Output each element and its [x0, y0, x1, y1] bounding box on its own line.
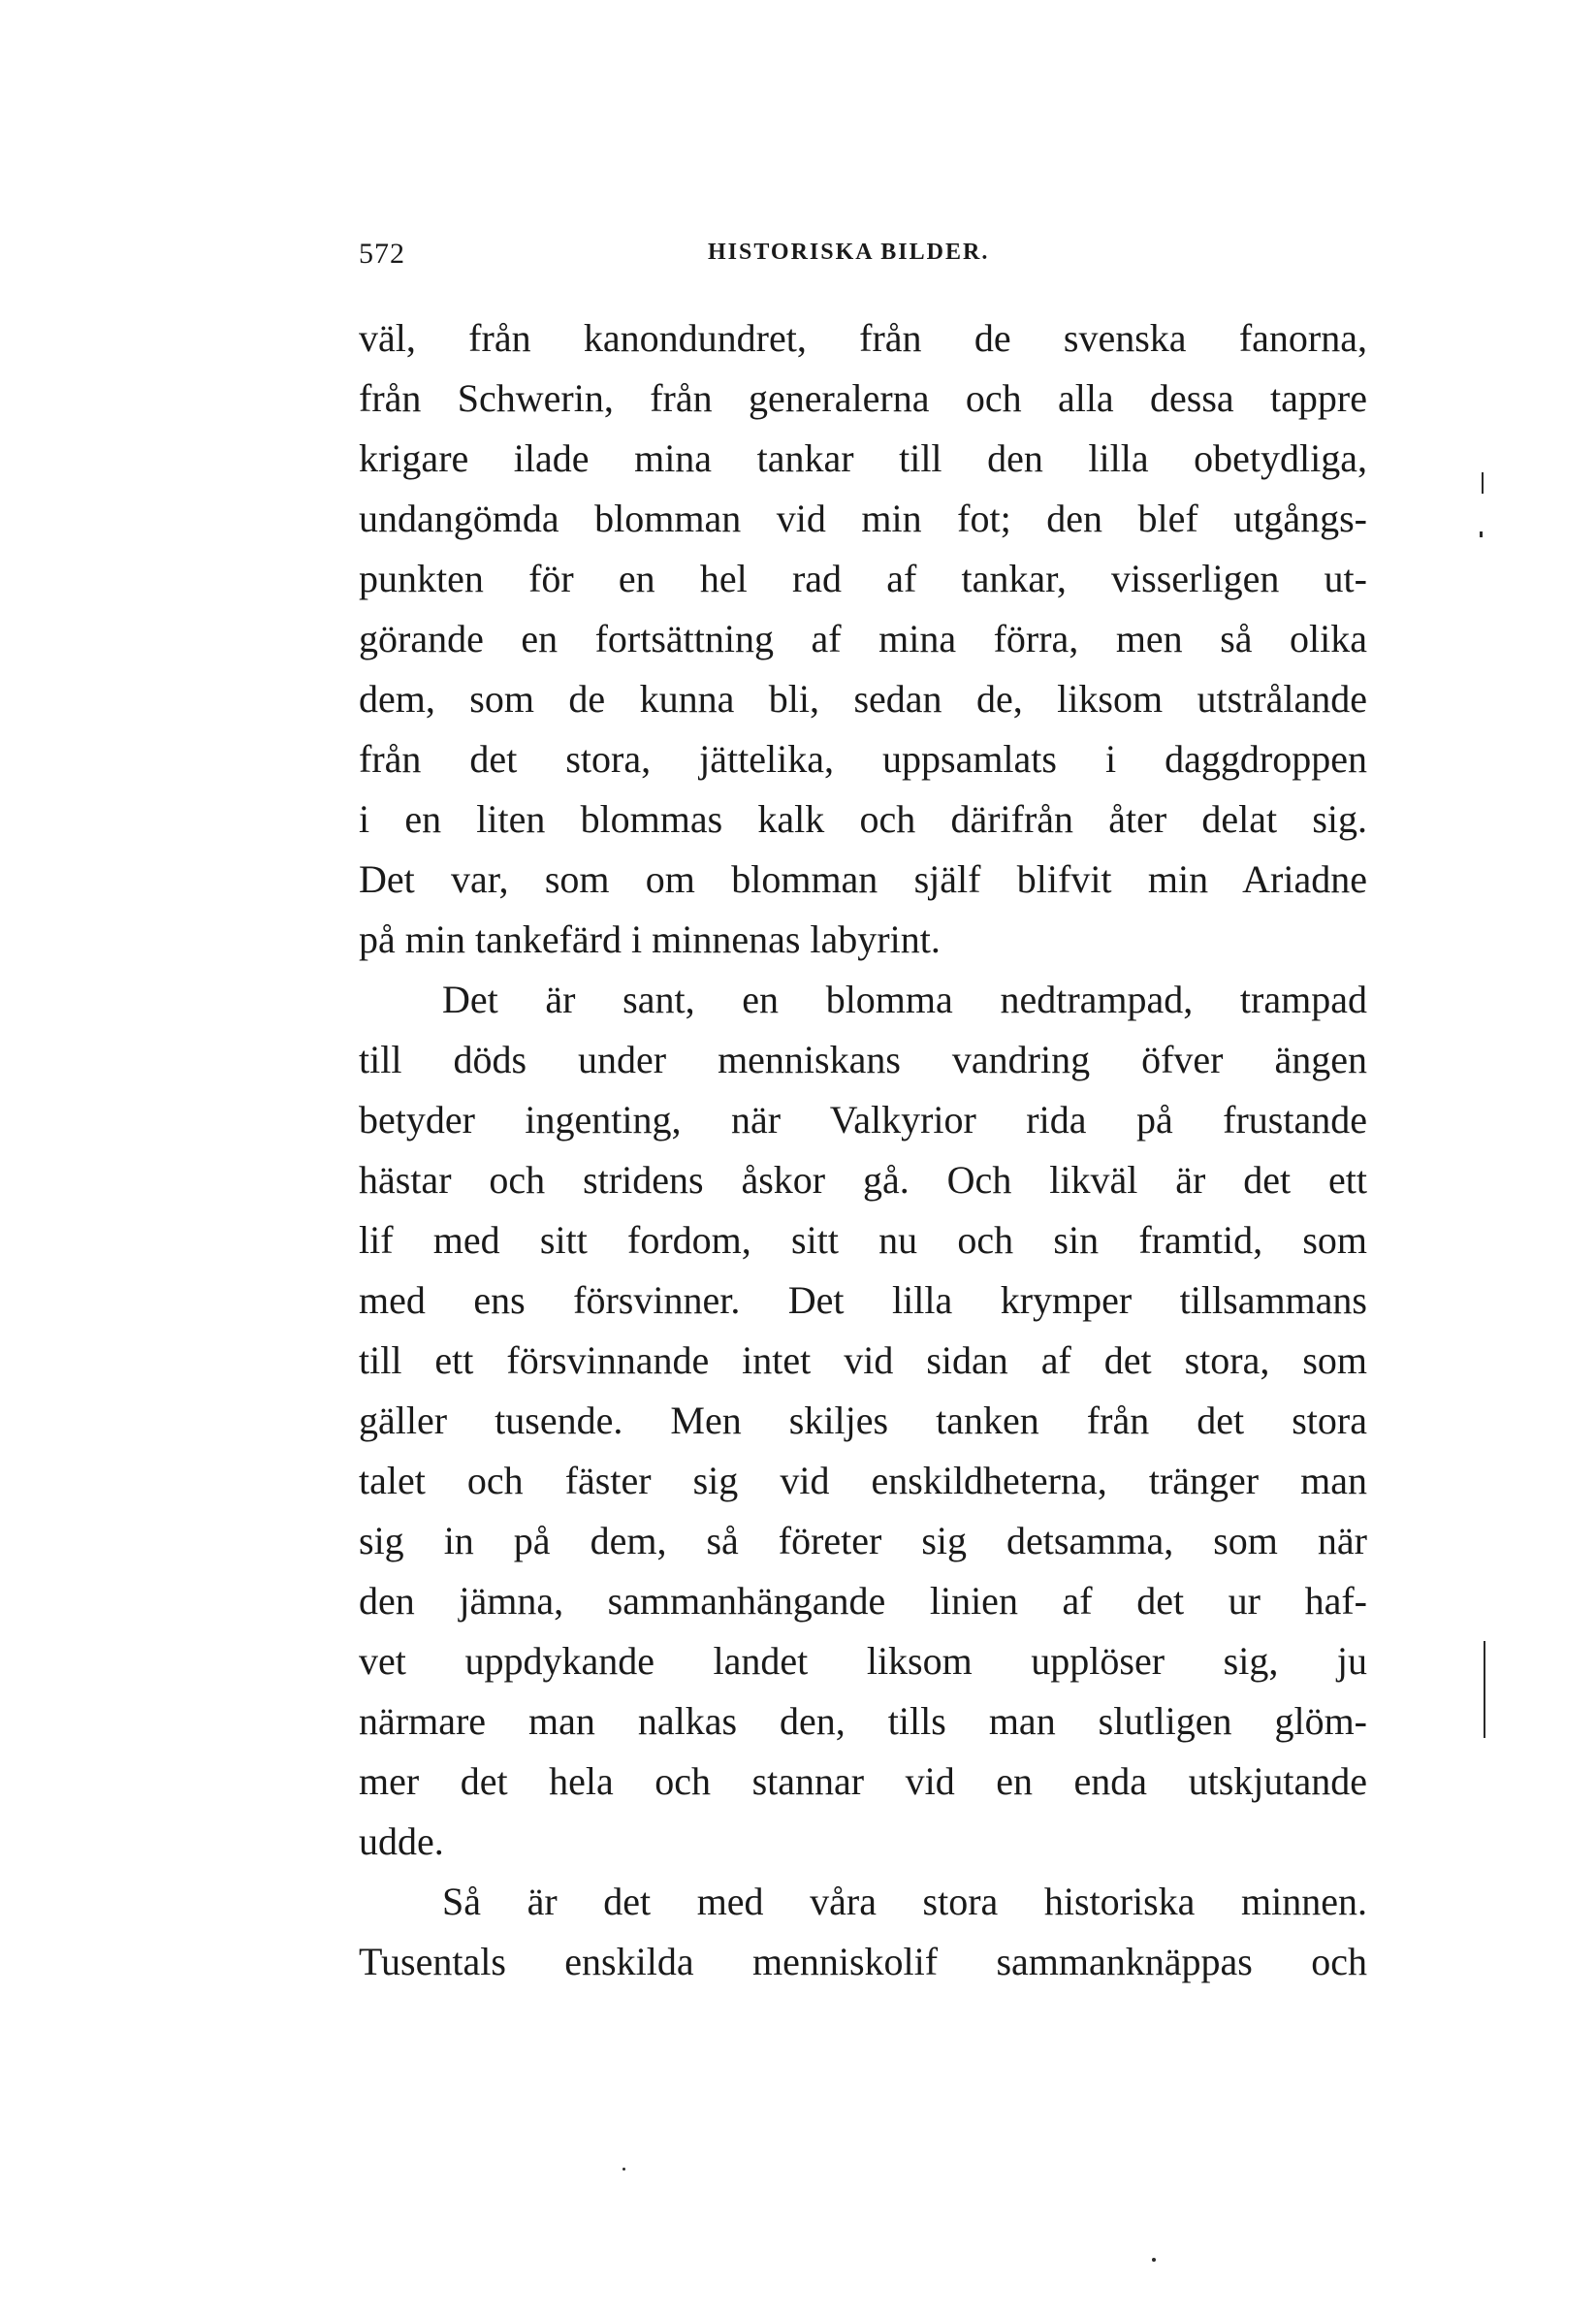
- text-line: hästar och stridens åskor gå. Och likväl är det ett: [359, 1158, 1367, 1202]
- page-number: 572: [359, 238, 405, 270]
- text-line: den jämna, sammanhängande linien af det ur haf-: [359, 1579, 1367, 1623]
- text-line: till ett försvinnande intet vid sidan af det stora, som: [359, 1338, 1367, 1382]
- text-line: udde.: [359, 1819, 444, 1863]
- text-line: från det stora, jättelika, uppsamlats i daggdroppen: [359, 737, 1367, 781]
- text-line: lif med sitt fordom, sitt nu och sin framtid, som: [359, 1218, 1367, 1262]
- text-line: Tusentals enskilda menniskolif sammanknäppas och: [359, 1940, 1367, 1983]
- text-line: från Schwerin, från generalerna och alla dessa tappre: [359, 376, 1367, 420]
- scan-artifact-mark: [1480, 531, 1483, 537]
- scan-artifact-mark: [622, 2168, 625, 2171]
- body-text: [359, 308, 1367, 1992]
- text-line: görande en fortsättning af mina förra, men så olika: [359, 617, 1367, 660]
- text-line: vet uppdykande landet liksom upplöser sig, ju: [359, 1639, 1367, 1683]
- text-line: Det är sant, en blomma nedtrampad, trampad: [442, 978, 1367, 1021]
- running-head: [359, 238, 1367, 276]
- scan-artifact-mark: [1152, 2258, 1156, 2262]
- text-line: Det var, som om blomman själf blifvit min Ariadne: [359, 857, 1367, 901]
- text-line: krigare ilade mina tankar till den lilla obetydliga,: [359, 436, 1367, 480]
- running-title: HISTORISKA BILDER.: [708, 240, 990, 265]
- text-line: betyder ingenting, när Valkyrior rida på frustande: [359, 1098, 1367, 1142]
- text-line: väl, från kanondundret, från de svenska fanorna,: [359, 316, 1367, 360]
- text-line: gäller tusende. Men skiljes tanken från det stora: [359, 1399, 1367, 1442]
- text-line: till döds under menniskans vandring öfver ängen: [359, 1038, 1367, 1081]
- text-line: dem, som de kunna bli, sedan de, liksom utstrålande: [359, 677, 1367, 721]
- text-line: närmare man nalkas den, tills man slutligen glöm-: [359, 1699, 1367, 1743]
- text-line: mer det hela och stannar vid en enda utskjutande: [359, 1759, 1367, 1803]
- text-line: i en liten blommas kalk och därifrån åter delat sig.: [359, 797, 1367, 841]
- scan-artifact-mark: [1482, 472, 1484, 494]
- text-line: på min tankefärd i minnenas labyrint.: [359, 917, 941, 961]
- text-line: punkten för en hel rad af tankar, visserligen ut-: [359, 557, 1367, 600]
- scan-artifact-mark: [1484, 1641, 1485, 1738]
- text-line: talet och fäster sig vid enskildheterna, tränger man: [359, 1459, 1367, 1502]
- text-line: sig in på dem, så företer sig detsamma, som när: [359, 1519, 1367, 1562]
- text-line: undangömda blomman vid min fot; den blef utgångs-: [359, 497, 1367, 540]
- text-line: med ens försvinner. Det lilla krymper tillsammans: [359, 1278, 1367, 1322]
- text-line: Så är det med våra stora historiska minnen.: [442, 1880, 1367, 1923]
